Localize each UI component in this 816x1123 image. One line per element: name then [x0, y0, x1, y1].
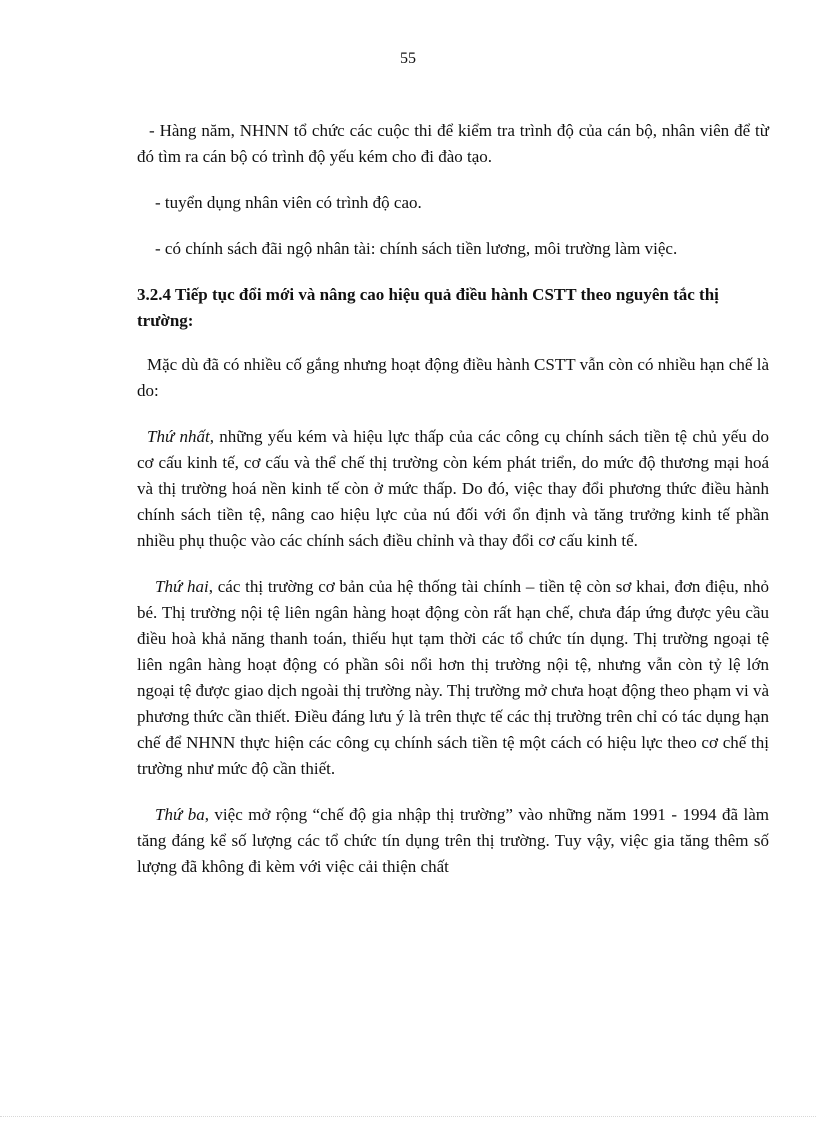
bullet-training-exams: - Hàng năm, NHNN tổ chức các cuộc thi để kiểm tra trình độ của cán bộ, nhân viên để từ đó tìm ra cán bộ có trình độ yếu kém cho đi đào tạo. [137, 121, 769, 166]
paragraph-second-lead: Thứ hai [155, 577, 209, 596]
paragraph-third-lead: Thứ ba [155, 805, 205, 824]
paragraph-first-lead: Thứ nhất [147, 427, 210, 446]
paragraph-third [137, 802, 769, 880]
paragraph-second-text: , các thị trường cơ bản của hệ thống tài chính – tiền tệ còn sơ khai, đơn điệu, nhỏ bé. Thị trường nội tệ liên ngân hàng hoạt động còn rất hạn chế, chưa đáp ứng được yêu cầu điều hoà khả năng thanh toán, thiếu hụt tạm thời các tổ chức tín dụng. Thị trường ngoại tệ liên ngân hàng hoạt động có phần sôi nổi hơn thị trường nội tệ, nhưng vẫn còn tỷ lệ lớn ngoại tệ được giao dịch ngoài thị trường này. Thị trường mở chưa hoạt động theo phạm vi và phương thức cần thiết. Điều đáng lưu ý là trên thực tế các thị trường trên chỉ có tác dụng hạn chế để NHNN thực hiện các công cụ chính sách tiền tệ một cách có hiệu lực theo cơ chế thị trường như mức độ cần thiết. [137, 577, 770, 778]
intro-paragraph: Mặc dù đã có nhiều cố gắng nhưng hoạt động điều hành CSTT vẫn còn có nhiều hạn chế là do: [137, 355, 769, 400]
paragraph-first-text: , những yếu kém và hiệu lực thấp của các công cụ chính sách tiền tệ chủ yếu do cơ cấu kinh tế, cơ cấu và thể chế thị trường còn kém phát triển, do mức độ thương mại hoá và thị trường hoá nền kinh tế còn ở mức thấp. Do đó, việc thay đổi phương thức điều hành chính sách tiền tệ, nâng cao hiệu lực của nú đối với ổn định và tăng trưởng kinh tế phần nhiều phụ thuộc vào các chính sách điều chỉnh và thay đổi cơ cấu kinh tế. [137, 427, 769, 550]
page-number: 55 [400, 50, 416, 67]
document-body [137, 114, 769, 880]
paragraph-first [137, 424, 769, 554]
paragraph-third-text: , việc mở rộng “chế độ gia nhập thị trường” vào những năm 1991 - 1994 đã làm tăng đáng kể số lượng các tổ chức tín dụng trên thị trường. Tuy vậy, việc gia tăng thêm số lượng đã không đi kèm với việc cải thiện chất [137, 805, 769, 876]
bullet-recruitment: - tuyển dụng nhân viên có trình độ cao. [155, 193, 422, 212]
bullet-talent-policy: - có chính sách đãi ngộ nhân tài: chính sách tiền lương, môi trường làm việc. [155, 239, 678, 258]
section-heading: 3.2.4 Tiếp tục đổi mới và nâng cao hiệu quả điều hành CSTT theo nguyên tắc thị trường: [137, 285, 719, 330]
paragraph-second [137, 574, 769, 782]
footer-divider [0, 1116, 816, 1117]
